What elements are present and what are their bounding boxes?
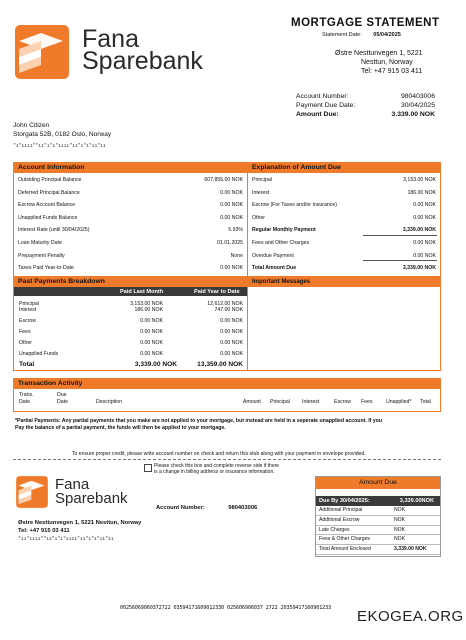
stub-amount-due-title: Amount Due: [316, 477, 440, 489]
bank-name-line1: Fana: [82, 25, 139, 53]
stub-row-label: Additional Principal: [319, 507, 363, 513]
stub-row-value: NOK: [394, 536, 406, 543]
account-info-label: Deferred Principal Balance: [18, 189, 80, 196]
transaction-activity-title: Transaction Activity: [14, 379, 440, 389]
explanation-row: [248, 212, 440, 225]
address-change-checkbox[interactable]: [144, 464, 152, 472]
statement-date-label: Statement Date:: [322, 32, 362, 38]
stub-account-number-row: [156, 505, 257, 511]
past-payment-ytd: 0.00 NOK: [220, 318, 243, 324]
due-date-label: Payment Due Date:: [296, 102, 356, 109]
important-messages-panel: [247, 276, 441, 371]
explanation-value: 3,339.00 NOK: [402, 227, 436, 234]
explanation-value: 3,153.00 NOK: [403, 177, 436, 183]
transaction-columns: [14, 389, 440, 409]
account-info-row: [14, 174, 247, 187]
past-payments-title: Past Payments Breakdown: [14, 277, 247, 287]
past-payment-label: Unapplied Funds: [19, 351, 59, 357]
stub-amount-due-panel: [315, 476, 441, 557]
account-info-value: 0.00 NOK: [220, 202, 243, 209]
explanation-row: [248, 174, 440, 187]
stub-bank-name-line1: Fana: [55, 476, 90, 493]
customer-code: "ı"ıııı""ıı"ı"ı"ıııı"ıı"ı"ı"ıı"ıı: [13, 143, 106, 149]
past-payment-last: 0.00 NOK: [140, 329, 163, 335]
account-info-value: 5.93%: [228, 227, 243, 234]
explanation-value: 0.00 NOK: [413, 240, 436, 246]
account-info-label: Prepayment Penalty: [18, 252, 65, 259]
past-total-label: Total: [19, 361, 35, 368]
past-payment-last: 3,153.00 NOK: [130, 301, 163, 307]
stub-account-number-label: Account Number:: [156, 505, 205, 511]
statement-title: MORTGAGE STATEMENT: [291, 17, 440, 29]
past-total-ytd: 13,359.00 NOK: [197, 361, 243, 368]
bank-address: [335, 49, 423, 76]
explanation-value: 186.00 NOK: [407, 189, 436, 196]
stub-row: [316, 506, 440, 516]
past-payment-ytd: 0.00 NOK: [220, 340, 243, 346]
explanation-underline: [363, 260, 437, 261]
account-info-row: [14, 187, 247, 200]
account-info-row: [14, 224, 247, 237]
stub-code: "ıı"ıııı""ıı"ı"ı"ıııı"ıı"ı"ı"ıı"ıı: [18, 536, 114, 542]
account-info-label: Escrow Account Balance: [18, 202, 76, 209]
transaction-column-header: Total: [420, 399, 431, 405]
account-number: 980403006: [400, 93, 435, 100]
transaction-column-header: Interest: [302, 399, 320, 405]
transaction-column-header: Unapplied*: [386, 399, 412, 405]
explanation-row: [248, 199, 440, 212]
payment-instruction: To ensure proper credit, please write account number on check and return this stub along with your payment in envelope provided.: [72, 451, 366, 457]
past-payment-label: Other: [19, 340, 32, 346]
watermark: EKOGEA.ORG: [357, 608, 464, 625]
explanation-panel: [247, 162, 441, 277]
check-note-line1: Please check this box and complete reverse side if there: [154, 463, 280, 469]
bank-phone: Tel: +47 915 03 411: [361, 68, 423, 75]
logo-icon: [13, 23, 71, 81]
account-info-value: 0.00 NOK: [220, 265, 243, 272]
transaction-column-header: Trans. Date: [19, 392, 34, 405]
explanation-value: 0.00 NOK: [413, 202, 436, 209]
stub-due-by-value: 3,339.00NOK: [399, 498, 434, 504]
past-col-ytd: Paid Year to Date: [194, 288, 240, 295]
past-payment-ytd: 12,612.00 NOK: [207, 301, 243, 307]
bank-name: [82, 25, 203, 75]
account-info-row: [14, 237, 247, 250]
transaction-column-header: Amount: [243, 399, 261, 405]
account-info-row: [14, 262, 247, 275]
explanation-label: Principal: [252, 177, 272, 183]
stub-account-number: 980403006: [228, 505, 258, 511]
account-info-value: None: [230, 252, 243, 259]
past-payments-header: [14, 287, 247, 296]
partial-note-line2: Pay the balance of a partial payment, the funds will then be applied to your mortgage.: [15, 424, 226, 431]
account-info-value: 01.01.2025: [217, 240, 243, 246]
stub-row: [316, 516, 440, 526]
stub-address-line1: Østre Nesttunvegen 1, 5221 Nesttun, Norway: [18, 520, 142, 526]
explanation-label: Escrow (For Taxes and/or Insurance): [252, 202, 337, 209]
transaction-column-header: Description: [96, 399, 122, 405]
past-payment-label: Escrow: [19, 318, 37, 324]
stub-due-by-label: Due By 30/04/2025:: [319, 498, 370, 504]
stub-row-label: Additional Escrow: [319, 516, 360, 523]
explanation-row: [248, 224, 440, 237]
account-info-label: Outsiding Principal Balance: [18, 177, 82, 183]
stub-logo-icon: [15, 475, 49, 509]
explanation-label: Interest: [252, 189, 270, 196]
past-payment-label: Principal: [19, 301, 39, 307]
transaction-column-header: Due Date: [57, 392, 68, 405]
stub-logo: [15, 475, 49, 509]
past-payment-ytd: 747.00 NOK: [214, 307, 243, 313]
explanation-label: Other: [252, 214, 265, 221]
account-information-title: Account Information: [14, 163, 247, 173]
amount-due: 3.339.00 NOK: [391, 111, 435, 118]
past-payment-last: 0.00 NOK: [140, 318, 163, 324]
explanation-row: [248, 262, 440, 275]
stub-bank-name: [55, 478, 128, 506]
account-info-label: Interest Rate (until 30/04/2025): [18, 227, 90, 234]
stub-address: [18, 520, 141, 544]
past-payments-panel: [13, 276, 248, 371]
past-payment-last: 0.00 NOK: [140, 340, 163, 346]
past-payment-ytd: 0.00 NOK: [220, 351, 243, 357]
account-info-row: [14, 199, 247, 212]
bank-address-line2: Nesttun, Norway: [361, 59, 413, 66]
account-number-label: Account Number:: [296, 93, 349, 100]
explanation-value: 0.00 NOK: [413, 214, 436, 221]
stub-bank-name-line2: Sparebank: [55, 490, 128, 507]
tear-line: [13, 459, 441, 460]
stub-due-by-row: [316, 496, 440, 506]
explanation-label: Overdue Payment: [252, 252, 294, 259]
past-payment-label: Fees: [19, 329, 31, 335]
explanation-label: Total Amount Due: [252, 265, 297, 272]
customer-name: John Citizen: [13, 122, 50, 129]
bank-name-line2: Sparebank: [82, 47, 203, 75]
stub-row-value: NOK: [394, 507, 406, 513]
explanation-value: 0.00 NOK: [413, 252, 436, 259]
partial-note-line1: *Partial Payments: Any partial payments that you make are not applied to your mortgage, but instead are held in a seperate unapplied account. If you: [15, 418, 383, 424]
account-info-value: 607,855.00 NOK: [204, 177, 243, 183]
stub-rows: [316, 506, 440, 555]
account-info-row: [14, 250, 247, 263]
explanation-row: [248, 250, 440, 263]
past-payment-label: Interest: [19, 307, 37, 313]
stub-row-label: Total Amount Enclosed: [319, 546, 371, 553]
important-messages-title: Important Messages: [248, 277, 440, 287]
check-note-line2: is a change in billing address or insurance information.: [154, 469, 275, 476]
stub-row-value: NOK: [394, 526, 406, 533]
account-info-label: Unapplied Funds Balance: [18, 214, 78, 221]
account-info-value: 0.00 NOK: [220, 189, 243, 196]
past-payment-ytd: 0.00 NOK: [220, 329, 243, 335]
explanation-row: [248, 237, 440, 250]
past-payment-last: 186.00 NOK: [134, 307, 163, 313]
customer-block: [13, 122, 111, 151]
statement-date-row: [322, 31, 401, 39]
bank-address-line1: Østre Nesttunvegen 1, 5221: [335, 50, 423, 57]
micr-line: 00256069060372722 03594171609012330 025606906037 2722 20359417160901233: [120, 605, 332, 611]
transaction-column-header: Fees: [361, 399, 373, 405]
stub-address-line2: Tel: +47 915 03 411: [18, 527, 70, 534]
account-summary: [296, 93, 435, 120]
explanation-value: 3,339.00 NOK: [402, 265, 436, 272]
bank-logo: [13, 23, 71, 81]
stub-row: [316, 545, 440, 555]
explanation-title: Explanation of Amount Due: [248, 163, 440, 173]
stub-row-label: Late Charges: [319, 526, 350, 533]
account-info-label: Loan Maturity Date: [18, 240, 62, 246]
account-information-panel: [13, 162, 248, 277]
stub-row-value: 3,339.00 NOK: [394, 546, 427, 553]
account-info-label: Taxes Paid Year-to-Date: [18, 265, 74, 272]
partial-payments-note: [15, 418, 441, 431]
customer-address: Storgata 52B, 0182 Oslo, Norway: [13, 130, 112, 138]
past-col-last: Paid Last Month: [120, 288, 164, 295]
transaction-column-header: Escrow: [334, 399, 352, 405]
explanation-label: Fees and Other Charges: [252, 240, 310, 246]
explanation-row: [248, 187, 440, 200]
explanation-underline: [363, 235, 437, 236]
check-note: [154, 463, 279, 476]
account-info-row: [14, 212, 247, 225]
transaction-activity-panel: [13, 378, 441, 412]
statement-date: 05/04/2025: [373, 32, 401, 38]
explanation-label: Regular Monthly Payment: [252, 227, 316, 234]
stub-row-value: NOK: [394, 516, 406, 523]
stub-row-label: Fees & Other Charges: [319, 536, 370, 543]
past-total-last: 3,339.00 NOK: [134, 361, 177, 368]
stub-row: [316, 535, 440, 545]
stub-row: [316, 526, 440, 536]
due-date: 30/04/2025: [400, 102, 435, 109]
transaction-column-header: Principal: [270, 399, 290, 405]
amount-due-label: Amount Due:: [296, 111, 339, 118]
past-payment-last: 0.00 NOK: [140, 351, 163, 357]
account-info-value: 0.00 NOK: [220, 214, 243, 221]
